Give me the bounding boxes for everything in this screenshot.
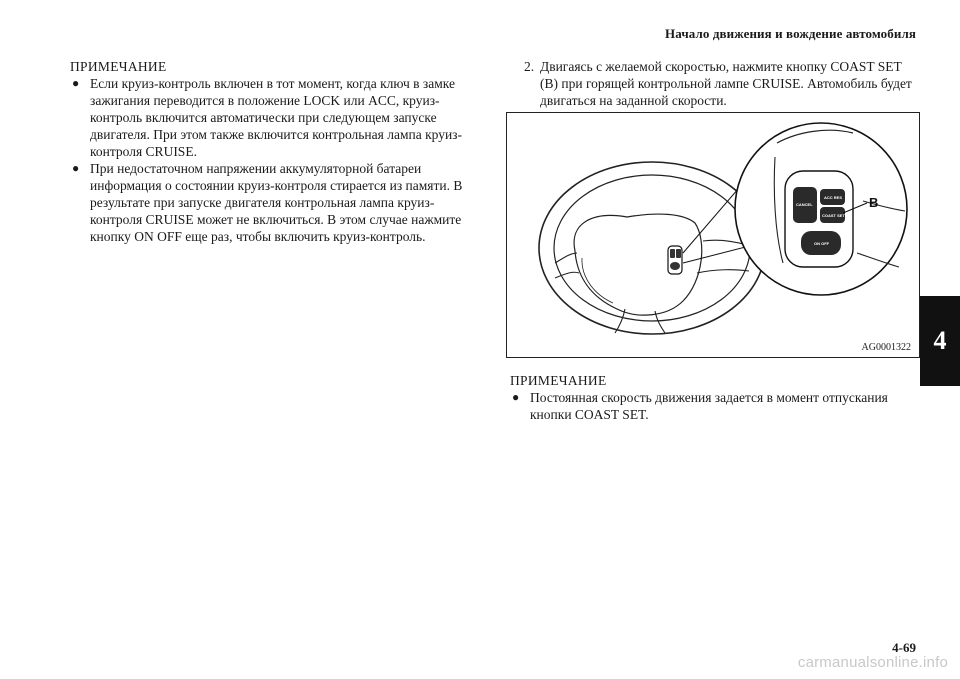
note-item-text: Если круиз-контроль включен в тот момент, когда ключ в замке зажигания переводится в положение LOCK или ACC, круиз-контроль включится автоматически при следующем запуске двигателя. При этом также включится контрольная лампа круиз-контроля CRUISE. (90, 76, 463, 159)
steering-wheel-illustration (507, 113, 919, 357)
note-item-text: Постоянная скорость движения задается в момент отпускания кнопки COAST SET. (530, 390, 888, 422)
bullet-icon: ● (72, 161, 80, 175)
on-off-button-label: ON OFF (814, 241, 830, 246)
note-item-text: При недостаточном напряжении аккумуляторной батареи информация о состоянии круиз-контроля стирается из памяти. В результате при запуске двигателя контрольная лампа круиз-контроля CRUISE может не включиться. В этом случае нажмите кнопку ON OFF еще раз, чтобы включить круиз-контроль. (90, 161, 463, 244)
step-item (524, 58, 920, 109)
note-item (70, 160, 480, 245)
bullet-icon: ● (512, 390, 520, 404)
note-title: ПРИМЕЧАНИЕ (70, 59, 167, 74)
note-title: ПРИМЕЧАНИЕ (510, 373, 607, 388)
step-number: 2. (524, 59, 535, 74)
page-header-title: Начало движения и вождение автомобиля (665, 26, 916, 41)
acc-res-button-label: ACC RES (824, 195, 843, 200)
coast-set-button-label: COAST SET (822, 213, 845, 218)
left-column (70, 58, 480, 245)
steering-wheel-figure (506, 112, 920, 358)
figure-id: AG0001322 (861, 342, 911, 353)
right-note (510, 372, 920, 423)
page-number: 4-69 (892, 640, 916, 655)
watermark: carmanualsonline.info (797, 654, 948, 671)
note-item (510, 389, 920, 423)
callout-label: B (869, 195, 879, 210)
cancel-button-label: CANCEL (796, 202, 813, 207)
bullet-icon: ● (72, 76, 80, 90)
right-column (510, 58, 920, 109)
note-item (70, 75, 480, 160)
section-tab-label: 4 (933, 326, 947, 355)
section-tab (920, 296, 960, 386)
step-text: Двигаясь с желаемой скоростью, нажмите кнопку COAST SET (B) при горящей контрольной лампе CRUISE. Автомобиль будет двигаться на заданной скорости. (540, 59, 912, 108)
